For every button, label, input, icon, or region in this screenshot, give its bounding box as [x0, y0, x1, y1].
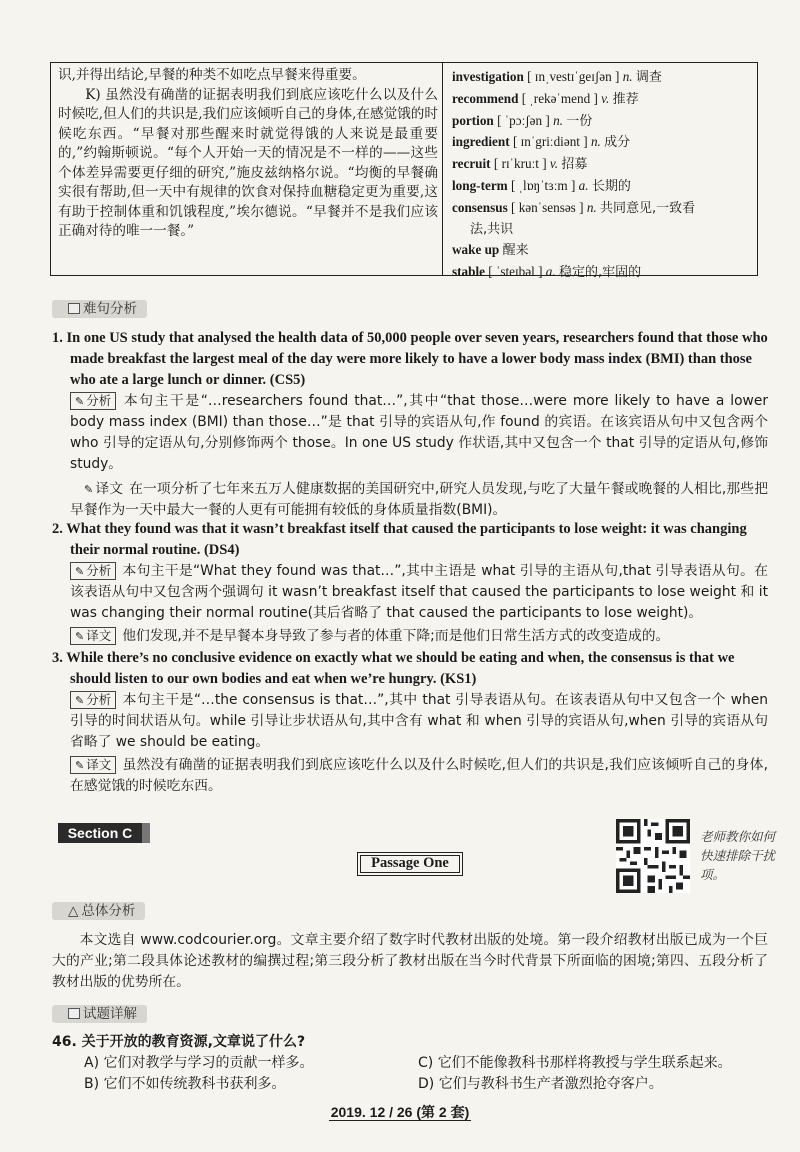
- overall-analysis-text: 本文选自 www.codcourier.org。文章主要介绍了数字时代教材出版的处境。第一段介绍教材出版已成为一个巨大的产业;第二段具体论述教材的编撰过程;第三段分析了教材出版在当今时代背景下所面临的困境;第四、五段分析了教材出版的优势所在。: [52, 932, 768, 990]
- vocab-pos: v.: [549, 156, 559, 172]
- vocab-entry: [452, 176, 752, 198]
- vocab-pos: n.: [622, 69, 633, 84]
- qr-code-icon[interactable]: [616, 819, 690, 893]
- vocab-pos: v.: [601, 90, 610, 106]
- vocab-meaning: 成分: [604, 135, 631, 151]
- vocab-entry: [452, 240, 752, 262]
- analysis-tag: ✎ 分析: [70, 691, 116, 709]
- translation-tag: ✎ 译文: [70, 627, 116, 645]
- pencil-icon: ✎: [75, 694, 85, 707]
- vocab-ipa: [ ˌlɒŋˈtɜːm ]: [510, 177, 576, 193]
- vocab-entry: [452, 198, 752, 241]
- translation-tag: ✎ 译文: [70, 756, 116, 774]
- notebook-icon: [68, 1008, 80, 1019]
- vocab-ipa: [ ˈsteɪbəl ]: [488, 264, 543, 280]
- item-3-sentence: 3. While there’s no conclusive evidence on exactly what we should be eating and when, the consensus is that we should listen to our own bodies and eat when we’re hungry. (KS1): [52, 650, 735, 687]
- vocab-entry: [452, 132, 752, 154]
- vocab-entry: [452, 154, 752, 176]
- item-3-analysis: ✎ 分析 本句主干是“…the consensus is that…”,其中 that 引导表语从句。在该表语从句中又包含一个 when 引导的时间状语从句。while 引导让步状语从句,其中含有 what 和 when 引导的宾语从句,when 引导的宾语从句省略了 we should be eating。: [70, 692, 768, 750]
- pencil-icon: ✎: [75, 759, 85, 772]
- vocab-meaning: 共同意见,一致看: [600, 200, 696, 216]
- vocab-ipa: [ kənˈsensəs ]: [511, 199, 584, 215]
- item-3: [52, 648, 768, 797]
- overall-analysis-tab: △ 总体分析: [52, 902, 145, 920]
- vocab-entry: [452, 111, 752, 133]
- vocab-meaning-cont: 法,共识: [470, 221, 514, 237]
- vocab-entry: [452, 67, 752, 89]
- warning-triangle-icon: △: [68, 903, 79, 919]
- translation-paragraph-k: K) 虽然没有确凿的证据表明我们到底应该吃什么以及什么时候吃,但人们的共识是,我们应该倾听自己的身体,在感觉饿的时候吃东西。“早餐对那些醒来时就觉得饿的人来说是最重要的,”约翰斯顿说。“每个人开始一天的情况是不一样的——这些个体差异需要更仔细的研究,”施皮兹纳格尔说。“均衡的早餐确实很有帮助,但一天中有规律的饮食对保持血糖稳定更为重要,这有助于控制体重和饥饿程度,”埃尔德说。“早餐并不是我们应该正确对待的唯一一餐。”: [58, 86, 438, 239]
- vocabulary-list: [452, 67, 752, 284]
- pencil-icon: ✎: [84, 483, 94, 496]
- vocab-meaning: 推荐: [612, 91, 639, 107]
- vocab-pos: a.: [545, 264, 556, 280]
- analysis-tag: ✎ 分析: [70, 562, 116, 580]
- chinese-translation-column: [58, 66, 438, 242]
- item-2: [52, 519, 768, 647]
- passage-title: Passage One: [357, 852, 463, 876]
- vocab-meaning: 一份: [566, 113, 593, 129]
- vocab-word: portion: [452, 112, 494, 128]
- vocab-meaning: 招募: [561, 157, 588, 173]
- difficult-sentence-tab: 难句分析: [52, 300, 147, 318]
- item-1-translation: ✎ 译文 在一项分析了七年来五万人健康数据的美国研究中,研究人员发现,与吃了大量午餐或晚餐的人相比,那些把早餐作为一天中最大一餐的人更有可能拥有较低的身体质量指数(BMI)。: [70, 481, 769, 518]
- option-a: A) 它们对教学与学习的贡献一样多。: [84, 1055, 314, 1071]
- vocab-meaning: 长期的: [591, 178, 631, 194]
- vocab-entry: [452, 262, 752, 284]
- item-2-sentence: 2. What they found was that it wasn’t breakfast itself that caused the participants to lose weight: it was changing their normal routine. (DS4): [52, 521, 747, 558]
- vocab-meaning: 稳定的,牢固的: [558, 265, 642, 281]
- vocab-entry: [452, 89, 752, 111]
- item-1-analysis: ✎ 分析 本句主干是“…researchers found that…”,其中“that those…were more likely to have a lower body mass index (BMI) than those…”是 that 引导的宾语从句,作 found 的宾语。在该宾语从句中又包含两个 who 引导的定语从句,分别修饰两个 those。In one US study 作状语,其中又包含一个 that 引导的定语从句,修饰 study。: [70, 393, 768, 472]
- option-d: D) 它们与教科书生产者激烈抢夺客户。: [418, 1076, 663, 1092]
- pencil-icon: ✎: [75, 565, 85, 578]
- vocab-ipa: [ ɪnˈgriːdiənt ]: [512, 134, 588, 150]
- item-1-sentence: 1. In one US study that analysed the health data of 50,000 people over seven years, researchers found that those who made breakfast the largest meal of the day were more likely to have a lower body mass index (BMI) than those who ate a large lunch or dinner. (CS5): [52, 330, 768, 388]
- translation-line-continuation: 识,并得出结论,早餐的种类不如吃点早餐来得重要。: [58, 67, 366, 83]
- qr-caption: 老师教你如何快速排除干扰项。: [700, 829, 776, 882]
- vocab-word: ingredient: [452, 134, 510, 150]
- vocab-pos: a.: [578, 177, 589, 193]
- item-1: [52, 328, 768, 521]
- pencil-icon: ✎: [75, 395, 85, 408]
- section-c-label: Section C: [58, 823, 150, 843]
- vocab-ipa: [ ˌrekəˈmend ]: [521, 90, 598, 106]
- vocab-pos: n.: [586, 199, 597, 215]
- vocab-word: wake up: [452, 242, 500, 258]
- vocab-word: recommend: [452, 90, 519, 106]
- vocab-ipa: [ ɪnˌvestɪˈgeɪʃən ]: [527, 69, 620, 84]
- page-footer: 2019. 12 / 26 (第 2 套): [330, 1104, 470, 1120]
- vocab-meaning: 醒来: [502, 243, 529, 259]
- vocab-ipa: [ rɪˈkruːt ]: [493, 156, 547, 172]
- vocab-word: recruit: [452, 156, 491, 172]
- vocab-pos: n.: [553, 112, 563, 128]
- vocab-meaning: 调查: [635, 70, 662, 85]
- notebook-icon: [68, 303, 80, 314]
- item-2-analysis: ✎ 分析 本句主干是“What they found was that…”,其中主语是 what 引导的主语从句,that 引导表语从句。在该表语从句中又包含两个强调句 it wasn’t breakfast itself that caused the participants to lose weight 和 it was changing their normal routine(其后省略了 that caused the participants to lose weight)。: [70, 563, 768, 621]
- vocab-word: consensus: [452, 199, 508, 215]
- vocab-word: stable: [452, 264, 485, 280]
- option-b: B) 它们不如传统教科书获利多。: [84, 1076, 286, 1092]
- option-c: C) 它们不能像教科书那样将教授与学生联系起来。: [418, 1055, 732, 1071]
- question-46: [52, 1032, 768, 1095]
- vocab-word: long-term: [452, 177, 508, 193]
- question-stem: 46. 关于开放的教育资源,文章说了什么?: [52, 1034, 306, 1050]
- vocab-word: investigation: [452, 69, 524, 84]
- item-2-translation: ✎ 译文 他们发现,并不是早餐本身导致了参与者的体重下降;而是他们日常生活方式的改变造成的。: [52, 626, 768, 647]
- item-3-translation: ✎ 译文 虽然没有确凿的证据表明我们到底应该吃什么以及什么时候吃,但人们的共识是,我们应该倾听自己的身体,在感觉饿的时候吃东西。: [70, 757, 768, 794]
- vocab-pos: n.: [590, 134, 601, 150]
- column-divider: [442, 62, 443, 276]
- vocab-ipa: [ ˈpɔːʃən ]: [497, 112, 550, 128]
- question-details-tab: 试题详解: [52, 1005, 147, 1023]
- analysis-tag: ✎ 分析: [70, 392, 116, 410]
- pencil-icon: ✎: [75, 630, 85, 643]
